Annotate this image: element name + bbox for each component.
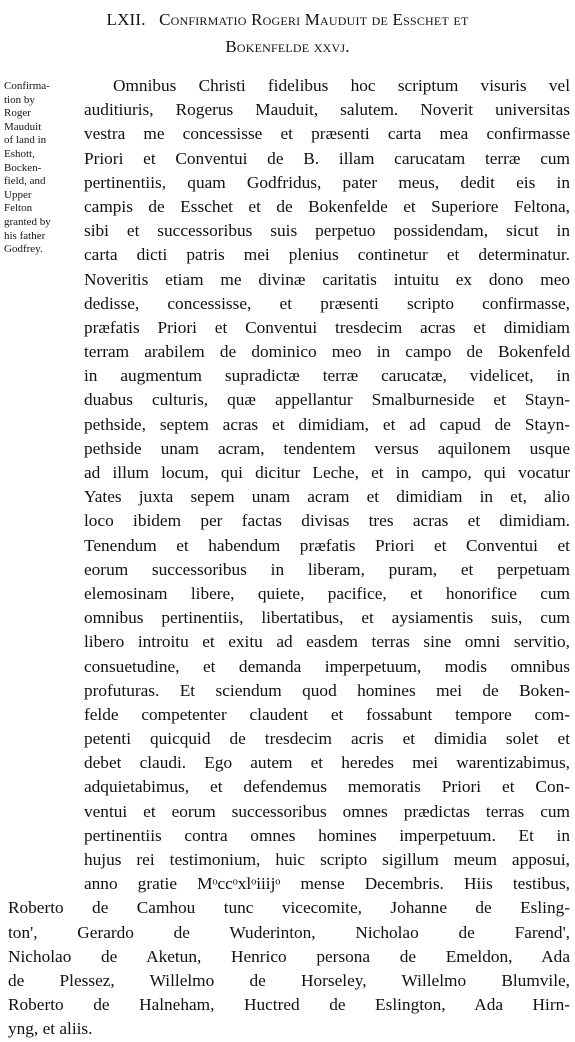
text-line: hujus rei testimonium, huic scripto sigillum meum apposui,: [84, 850, 570, 869]
text-line: carta dicti patris mei plenius continetur et determinatur.: [84, 245, 570, 265]
margin-note-line: tion by: [4, 93, 35, 106]
witness-line: Roberto de Halneham, Huctred de Eslington, Ada Hirn-: [8, 995, 570, 1015]
text-line: profuturas. Et sciendum quod homines mei de Boken-: [84, 680, 570, 700]
margin-note-line: of land in: [4, 134, 47, 147]
witness-line: Roberto de Camhou tunc vicecomite, Johanne de Esling-: [8, 898, 570, 918]
margin-note-line: Eshott,: [4, 147, 35, 160]
margin-note-line: Confirma-: [4, 80, 50, 92]
margin-note-line: Upper: [4, 188, 32, 201]
text-line: pertinentiis contra omnes homines imperpetuum. Et in: [84, 825, 570, 845]
margin-note-line: field, and: [4, 175, 46, 188]
witness-line: ton', Gerardo de Wuderinton, Nicholao de Farend',: [8, 922, 570, 942]
witness-line: de Plessez, Willelmo de Horseley, Willelmo Blumvile,: [8, 970, 570, 990]
margin-note-line: Mauduit: [4, 120, 42, 133]
text-line: adquietabimus, et defendemus memoratis Priori et Con-: [84, 777, 570, 797]
text-line: petenti quicquid de tresdecim acris et dimidia solet et: [84, 729, 570, 749]
text-line: consuetudine, et demanda imperpetuum, modis omnibus: [84, 656, 570, 676]
text-line: felde competenter claudent et fossabunt tempore com-: [84, 704, 570, 724]
margin-note-line: Felton: [4, 202, 33, 215]
text-line: omnibus pertinentiis, libertatibus, et aysiamentis suis, cum: [84, 608, 570, 628]
margin-note-line: his father: [4, 229, 46, 242]
text-line: Priori et Conventui de B. illam carucatam terræ cum: [84, 148, 570, 168]
text-line: elemosinam libere, quiete, pacifice, et honorifice cum: [84, 583, 570, 603]
chapter-heading: [0, 6, 575, 60]
witness-line: yng, et aliis.: [8, 1019, 93, 1039]
heading-line-1: [0, 6, 575, 33]
text-line: pertinentiis, quam Godfridus, pater meus, dedit eis in: [84, 172, 570, 192]
text-line: duabus culturis, quæ appellantur Smalburneside et Stayn-: [84, 390, 570, 410]
text-line: ventui et eorum successoribus omnes prædictas terras cum: [84, 801, 570, 821]
text-line: sibi et successoribus suis perpetuo possidendam, sicut in: [84, 221, 570, 241]
text-line: anno gratie Mᵒccᵒxlᵒiiijᵒ mense Decembris. Hiis testibus,: [84, 874, 570, 894]
text-line: præfatis Priori et Conventui tresdecim acras et dimidiam: [84, 317, 570, 337]
text-line: debet claudi. Ego autem et heredes mei warentizabimus,: [84, 753, 570, 773]
margin-note-line: Bocken-: [4, 161, 42, 174]
text-line: Omnibus Christi fidelibus hoc scriptum visuris vel: [113, 76, 570, 95]
text-line: pethside unam acram, tendentem versus aquilonem usque: [84, 438, 570, 458]
text-line: loco ibidem per factas divisas tres acras et dimidiam.: [84, 511, 570, 531]
text-line: ad illum locum, qui dicitur Leche, et in campo, qui vocatur: [84, 463, 570, 482]
text-line: Noveritis etiam me divinæ caritatis intuitu ex dono meo: [84, 269, 570, 289]
chapter-title-part-2: Bokenfelde xxvj.: [225, 37, 350, 56]
chapter-title-part-1: Confirmatio Rogeri Mauduit de Esschet et: [159, 10, 469, 29]
chapter-number: LXII.: [106, 10, 146, 29]
text-line: eorum successoribus in liberam, puram, et perpetuam: [84, 559, 570, 579]
text-line: in augmentum supradictæ terræ carucatæ, videlicet, in: [84, 366, 570, 386]
margin-note-line: Roger: [4, 107, 31, 120]
text-line: pethside, septem acras et dimidiam, et ad capud de Stayn-: [84, 414, 570, 434]
margin-note-line: Godfrey.: [4, 243, 43, 256]
text-line: dedisse, concessisse, et præsenti scripto confirmasse,: [84, 293, 570, 313]
text-line: libero introitu et exitu ad easdem terras sine omni servitio,: [84, 632, 570, 652]
witness-line: Nicholao de Aketun, Henrico persona de Emeldon, Ada: [8, 946, 570, 966]
text-line: Tenendum et habendum præfatis Priori et Conventui et: [84, 535, 570, 555]
text-line: Yates juxta sepem unam acram et dimidiam in et, alio: [84, 487, 570, 507]
text-line: campis de Esschet et de Bokenfelde et Superiore Feltona,: [84, 196, 570, 216]
charter-text: [4, 74, 570, 1042]
text-line: vestra me concessisse et præsenti carta mea confirmasse: [84, 124, 570, 144]
margin-note-line: granted by: [4, 215, 51, 228]
text-line: terram arabilem de dominico meo in campo de Bokenfeld: [84, 342, 570, 362]
heading-line-2: [0, 33, 575, 60]
text-line: auditiuris, Rogerus Mauduit, salutem. Noverit universitas: [84, 100, 570, 120]
